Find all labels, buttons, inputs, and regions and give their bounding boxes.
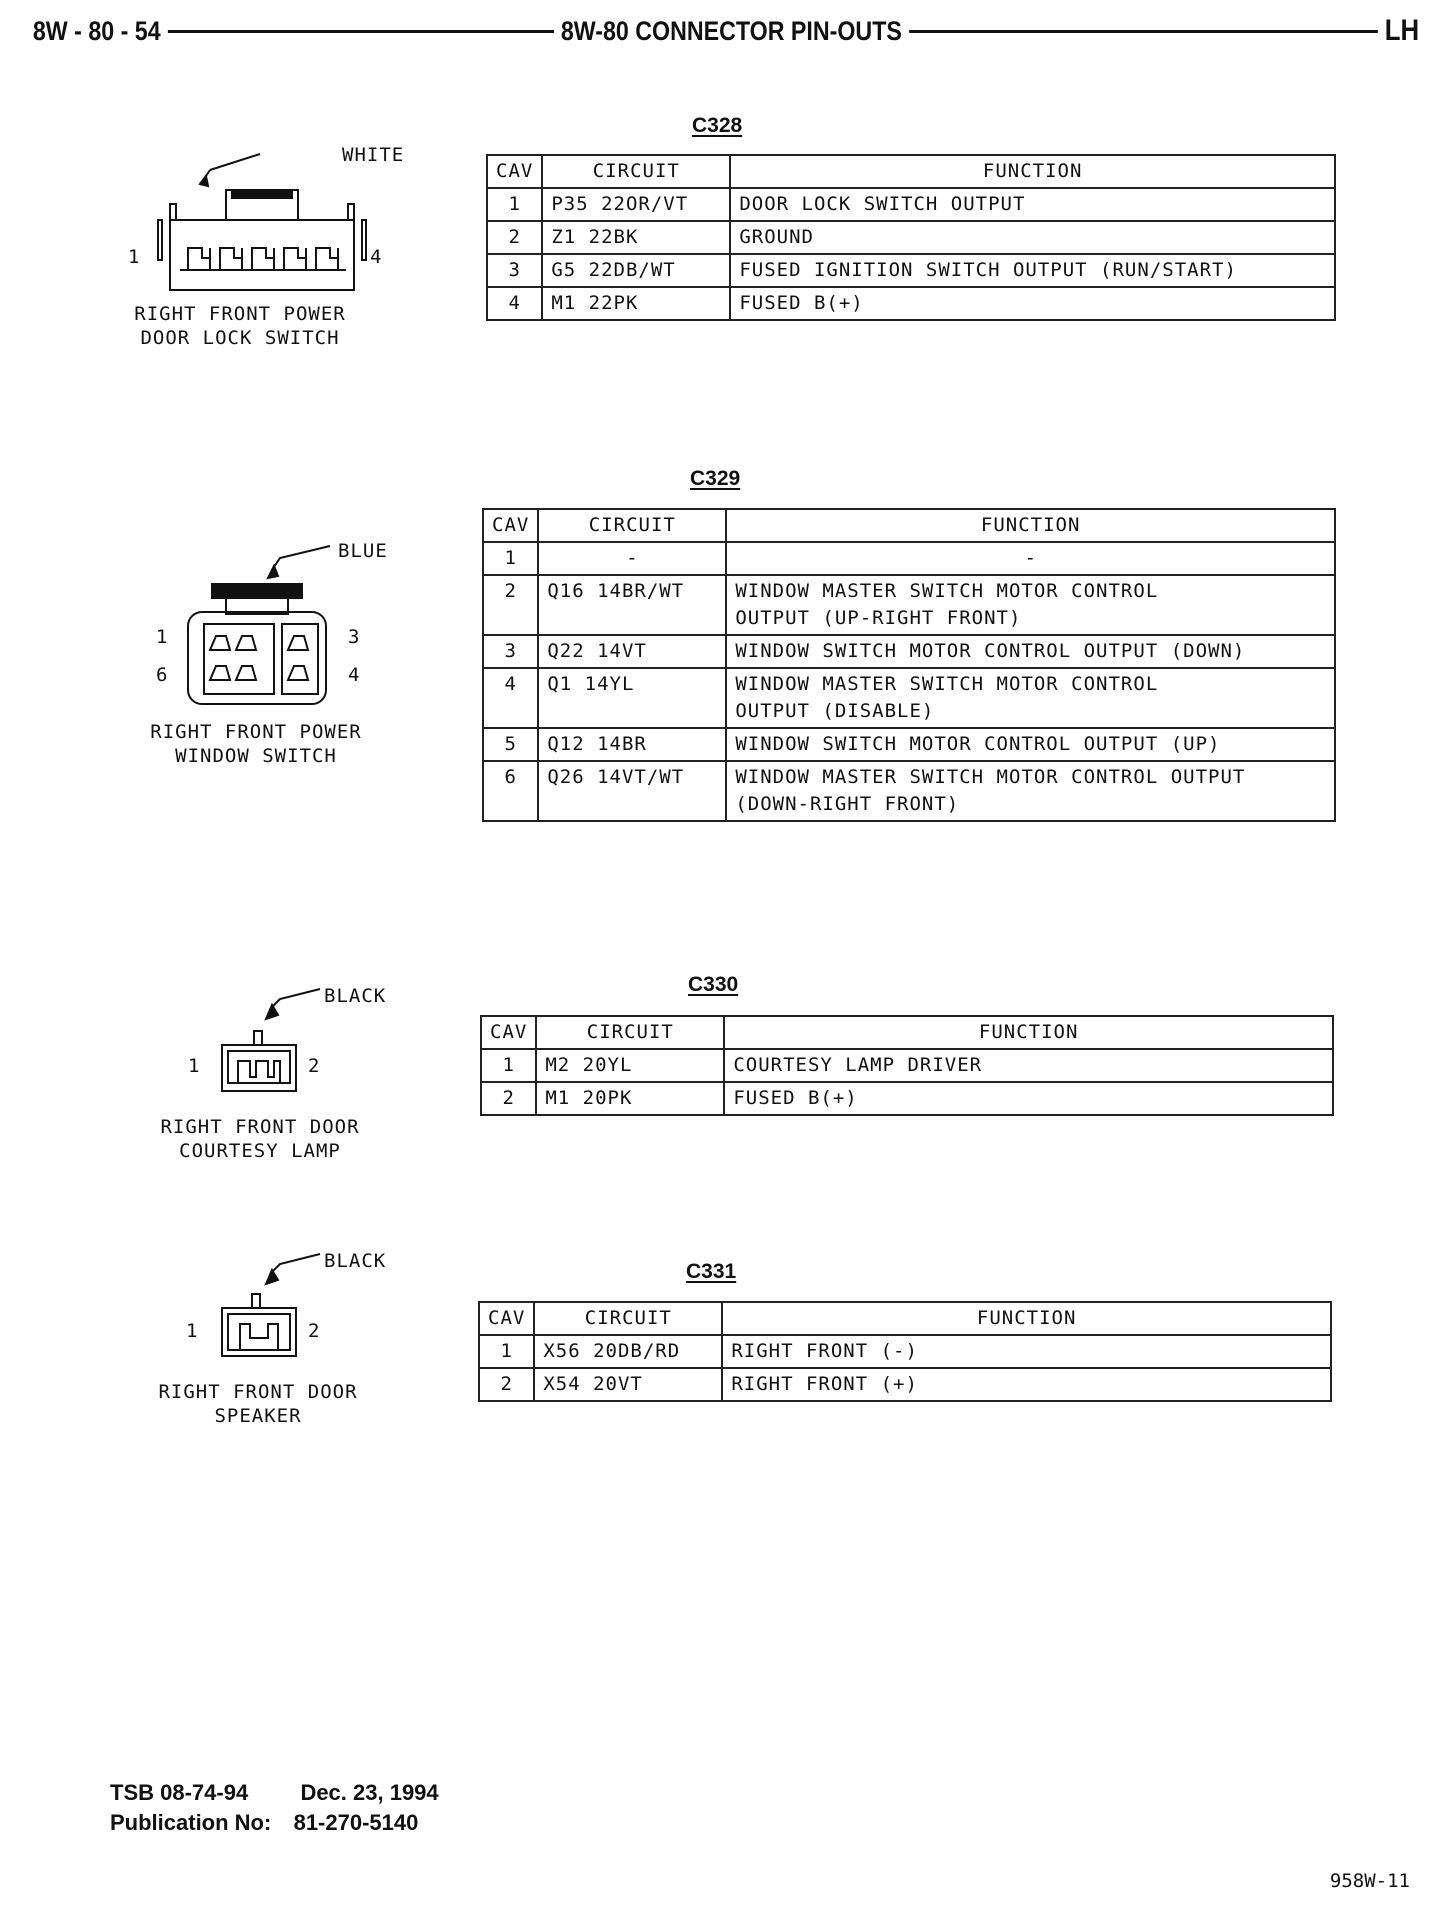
table-row (487, 188, 1335, 221)
connector-caption: RIGHT FRONT POWER WINDOW SWITCH (150, 721, 362, 767)
table-row (483, 728, 1335, 761)
pinout-table-c329 (482, 508, 1336, 822)
circuit-cell: Q26 14VT/WT (538, 761, 726, 821)
table-row (481, 1049, 1333, 1082)
connector-id: C330 (688, 973, 739, 996)
cav-cell: 2 (479, 1368, 534, 1401)
function-cell: FUSED B(+) (724, 1082, 1333, 1115)
circuit-cell: X54 20VT (534, 1368, 722, 1401)
table-row (479, 1368, 1331, 1401)
col-circuit: CIRCUIT (536, 1016, 724, 1049)
circuit-cell: P35 22OR/VT (542, 188, 730, 221)
cav-cell: 2 (481, 1082, 536, 1115)
function-cell: FUSED B(+) (730, 287, 1335, 320)
publication-number: 81-270-5140 (293, 1810, 419, 1835)
col-circuit: CIRCUIT (542, 155, 730, 188)
footer-line-1 (110, 1778, 439, 1808)
function-cell: RIGHT FRONT (-) (722, 1335, 1331, 1368)
cav-cell: 1 (481, 1049, 536, 1082)
page-title: 8W-80 CONNECTOR PIN-OUTS (554, 14, 909, 48)
function-cell: RIGHT FRONT (+) (722, 1368, 1331, 1401)
pin-label-right: 2 (308, 1320, 321, 1342)
function-cell: DOOR LOCK SWITCH OUTPUT (730, 188, 1335, 221)
col-function: FUNCTION (730, 155, 1335, 188)
table-row (483, 761, 1335, 821)
connector-caption: RIGHT FRONT DOOR COURTESY LAMP (160, 1116, 360, 1162)
function-cell: GROUND (730, 221, 1335, 254)
connector-diagram-c329 (130, 540, 430, 780)
cav-cell: 2 (483, 575, 538, 635)
page-number: 8W - 80 - 54 (26, 14, 168, 48)
wire-color-label: WHITE (342, 144, 405, 166)
connector-id: C329 (690, 467, 741, 490)
table-row (479, 1335, 1331, 1368)
col-cav: CAV (479, 1302, 534, 1335)
cav-cell: 3 (487, 254, 542, 287)
table-row (483, 542, 1335, 575)
col-circuit: CIRCUIT (534, 1302, 722, 1335)
col-function: FUNCTION (724, 1016, 1333, 1049)
connector-diagram-c328 (120, 140, 420, 360)
connector-caption: RIGHT FRONT DOOR SPEAKER (158, 1381, 358, 1427)
circuit-cell: Q22 14VT (538, 635, 726, 668)
footer-block (110, 1778, 439, 1838)
cav-cell: 4 (487, 287, 542, 320)
wire-color-label: BLACK (324, 985, 387, 1007)
table-row (481, 1082, 1333, 1115)
cav-cell: 6 (483, 761, 538, 821)
circuit-cell: - (538, 542, 726, 575)
table-row (483, 635, 1335, 668)
speaker-connector-icon (140, 1252, 440, 1372)
cav-cell: 1 (487, 188, 542, 221)
connector-caption: RIGHT FRONT POWER DOOR LOCK SWITCH (134, 303, 346, 349)
cav-cell: 2 (487, 221, 542, 254)
function-cell: WINDOW SWITCH MOTOR CONTROL OUTPUT (UP) (726, 728, 1335, 761)
tsb-date: Dec. 23, 1994 (300, 1780, 439, 1805)
circuit-cell: Q16 14BR/WT (538, 575, 726, 635)
function-cell: WINDOW MASTER SWITCH MOTOR CONTROL OUTPUT (DISABLE) (726, 668, 1335, 728)
cav-cell: 3 (483, 635, 538, 668)
pin-label-left: 1 (186, 1320, 199, 1342)
pinout-table-c331 (478, 1301, 1332, 1402)
circuit-cell: Z1 22BK (542, 221, 730, 254)
cav-cell: 1 (479, 1335, 534, 1368)
col-circuit: CIRCUIT (538, 509, 726, 542)
table-row (483, 668, 1335, 728)
table-row (483, 575, 1335, 635)
wire-color-label: BLACK (324, 1250, 387, 1272)
figure-code: 958W-11 (1329, 1870, 1410, 1892)
col-cav: CAV (481, 1016, 536, 1049)
circuit-cell: G5 22DB/WT (542, 254, 730, 287)
pin-label-right: 4 (370, 246, 383, 268)
publication-label: Publication No: (110, 1810, 272, 1835)
pinout-table-c330 (480, 1015, 1334, 1116)
function-cell: WINDOW MASTER SWITCH MOTOR CONTROL OUTPUT (UP-RIGHT FRONT) (726, 575, 1335, 635)
circuit-cell: X56 20DB/RD (534, 1335, 722, 1368)
table-header-row (479, 1302, 1331, 1335)
pin-label-right: 3 (348, 626, 361, 648)
function-cell: FUSED IGNITION SWITCH OUTPUT (RUN/START) (730, 254, 1335, 287)
connector-id: C331 (686, 1260, 737, 1283)
function-cell: COURTESY LAMP DRIVER (724, 1049, 1333, 1082)
table-row (487, 287, 1335, 320)
courtesy-lamp-connector-icon (140, 985, 440, 1105)
col-cav: CAV (483, 509, 538, 542)
table-row (487, 254, 1335, 287)
function-cell: WINDOW MASTER SWITCH MOTOR CONTROL OUTPUT (DOWN-RIGHT FRONT) (726, 761, 1335, 821)
pin-label-left: 1 (188, 1055, 201, 1077)
tsb-number: TSB 08-74-94 (110, 1780, 249, 1805)
wire-color-label: BLUE (338, 540, 388, 562)
pin-label-right: 2 (308, 1055, 321, 1077)
circuit-cell: M1 22PK (542, 287, 730, 320)
circuit-cell: M2 20YL (536, 1049, 724, 1082)
col-cav: CAV (487, 155, 542, 188)
connector-id: C328 (692, 114, 743, 137)
col-function: FUNCTION (722, 1302, 1331, 1335)
circuit-cell: M1 20PK (536, 1082, 724, 1115)
table-row (487, 221, 1335, 254)
pin-label-right: 4 (348, 664, 361, 686)
page-header (34, 14, 1418, 48)
table-header-row (483, 509, 1335, 542)
connector-diagram-c330 (140, 985, 440, 1185)
function-cell: WINDOW SWITCH MOTOR CONTROL OUTPUT (DOWN) (726, 635, 1335, 668)
table-header-row (481, 1016, 1333, 1049)
circuit-cell: Q12 14BR (538, 728, 726, 761)
circuit-cell: Q1 14YL (538, 668, 726, 728)
pinout-table-c328 (486, 154, 1336, 321)
pin-label-left: 1 (128, 246, 141, 268)
cav-cell: 4 (483, 668, 538, 728)
function-cell: - (726, 542, 1335, 575)
model-code: LH (1378, 14, 1426, 48)
pin-label-left: 6 (156, 664, 169, 686)
cav-cell: 1 (483, 542, 538, 575)
connector-diagram-c331 (140, 1252, 440, 1452)
pin-label-left: 1 (156, 626, 169, 648)
cav-cell: 5 (483, 728, 538, 761)
window-switch-connector-icon (130, 540, 430, 740)
table-header-row (487, 155, 1335, 188)
col-function: FUNCTION (726, 509, 1335, 542)
footer-line-2 (110, 1808, 439, 1838)
